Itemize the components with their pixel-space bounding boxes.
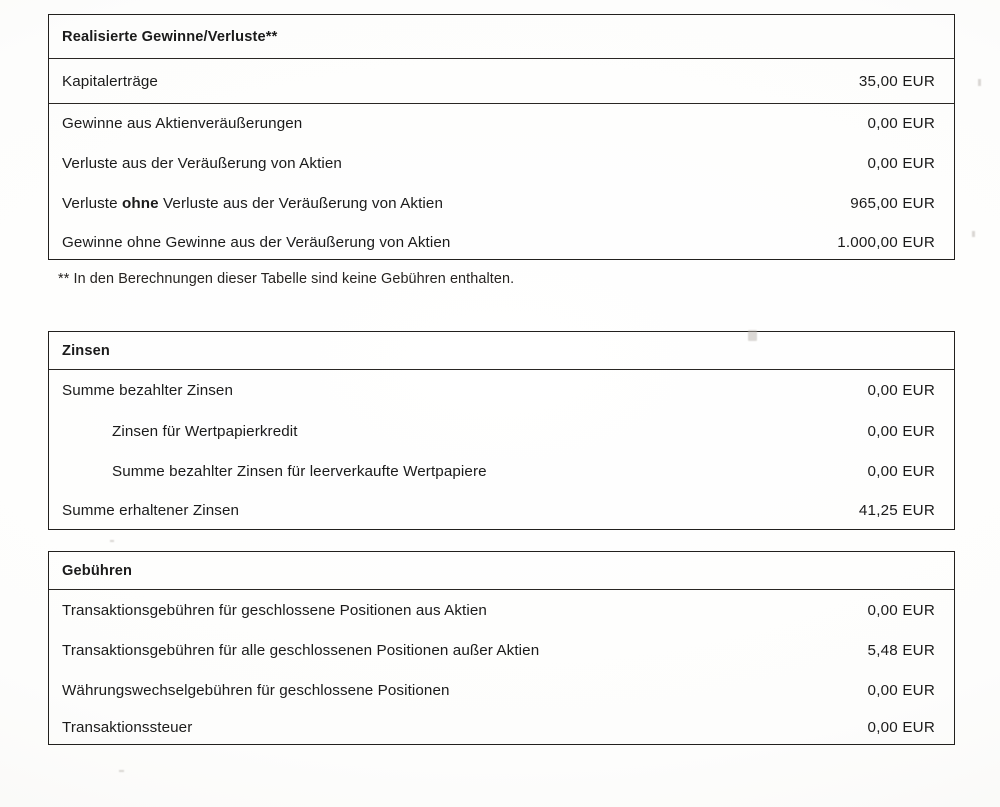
table-row	[49, 104, 954, 143]
scan-speck	[972, 231, 975, 237]
row-label: Kapitalerträge	[62, 73, 158, 90]
row-label: Transaktionsgebühren für alle geschlossenen Positionen außer Aktien	[62, 641, 540, 659]
row-label: Summe bezahlter Zinsen	[62, 382, 234, 399]
row-label-emphasis: ohne	[122, 194, 159, 212]
row-value: 35,00 EUR	[858, 73, 935, 90]
table-row	[49, 630, 954, 670]
table-row	[49, 491, 954, 529]
row-label: Gewinne aus Aktienveräußerungen	[62, 115, 303, 132]
scan-speck	[978, 79, 981, 86]
table-row	[49, 143, 954, 183]
table-row	[49, 590, 954, 630]
row-value: 5,48 EUR	[867, 641, 935, 659]
table-row	[49, 451, 954, 491]
scan-smudge	[748, 330, 757, 341]
table-row	[49, 411, 954, 451]
table-header-row	[49, 15, 954, 59]
table-zinsen	[48, 331, 955, 530]
table-header-label: Zinsen	[62, 343, 110, 359]
table-header-label: Realisierte Gewinne/Verluste**	[62, 29, 278, 45]
row-label: Gewinne ohne Gewinne aus der Veräußerung von Aktien	[62, 233, 451, 251]
row-label: Transaktionssteuer	[62, 718, 193, 736]
row-value: 0,00 EUR	[867, 601, 935, 619]
table-realisierte-gewinne-verluste	[48, 14, 955, 260]
row-label: Währungswechselgebühren für geschlossene Positionen	[62, 681, 450, 699]
table-header-row	[49, 552, 954, 590]
table-row	[49, 370, 954, 411]
table-row	[49, 223, 954, 261]
row-label-pre: Verluste	[62, 194, 122, 212]
table-row	[49, 59, 954, 104]
row-value: 1.000,00 EUR	[837, 233, 935, 251]
row-label: Summe bezahlter Zinsen für leerverkaufte Wertpapiere	[112, 462, 487, 480]
row-label-post: Verluste aus der Veräußerung von Aktien	[158, 194, 443, 212]
row-value: 0,00 EUR	[867, 681, 935, 699]
scan-speck	[110, 540, 114, 542]
table-header-row	[49, 332, 954, 370]
scan-speck	[119, 770, 124, 772]
table-row	[49, 670, 954, 710]
row-value: 0,00 EUR	[867, 718, 935, 736]
row-label: Summe erhaltener Zinsen	[62, 501, 240, 519]
row-label: Zinsen für Wertpapierkredit	[112, 422, 298, 440]
footnote-fee-note: ** In den Berechnungen dieser Tabelle sind keine Gebühren enthalten.	[58, 271, 515, 287]
row-value: 0,00 EUR	[867, 382, 935, 399]
table-gebuehren	[48, 551, 955, 745]
table-row	[49, 710, 954, 744]
table-row	[49, 183, 954, 223]
row-value: 0,00 EUR	[867, 115, 935, 132]
row-value: 0,00 EUR	[867, 462, 935, 480]
row-value: 41,25 EUR	[858, 501, 935, 519]
row-label	[49, 195, 850, 212]
row-label: Verluste aus der Veräußerung von Aktien	[62, 154, 342, 172]
row-value: 0,00 EUR	[867, 154, 935, 172]
row-label: Transaktionsgebühren für geschlossene Positionen aus Aktien	[62, 601, 487, 619]
row-value: 0,00 EUR	[867, 422, 935, 440]
table-header-label: Gebühren	[62, 563, 133, 579]
row-value: 965,00 EUR	[850, 194, 935, 212]
